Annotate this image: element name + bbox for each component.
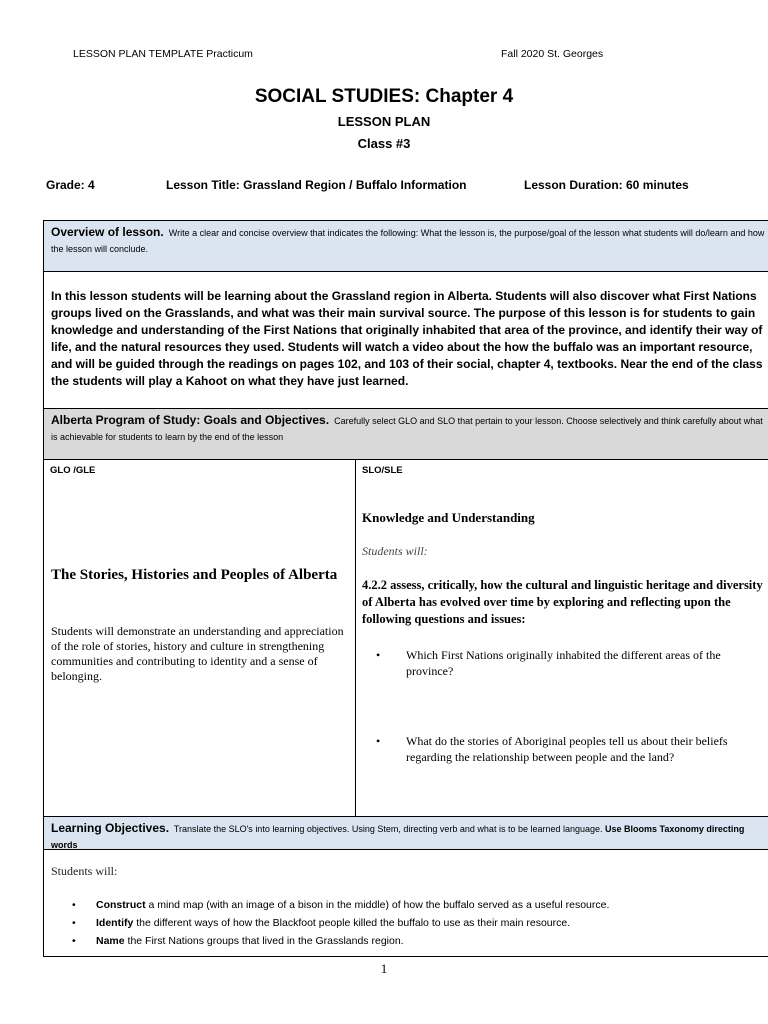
learning-objectives-body (43, 849, 768, 957)
class-number: Class #3 (357, 136, 411, 151)
bullet-icon: • (72, 935, 76, 947)
slo-question: • What do the stories of Aboriginal peoples tell us about their beliefs regarding the relationship between people and the land? (376, 734, 728, 764)
list-item: • Construct a mind map (with an image of a bison in the middle) of how the buffalo served as a useful resource. (72, 896, 762, 914)
bullet-icon: • (72, 899, 76, 911)
overview-header (43, 220, 768, 272)
slo-question: • Which First Nations originally inhabited the different areas of the province? (376, 648, 721, 678)
overview-instruction: Write a clear and concise overview that indicates the following: What the lesson is, the purpose/goal of the lesson what students will do/learn and how the lesson will conclude. (51, 228, 765, 254)
header-left: LESSON PLAN TEMPLATE Practicum (73, 48, 253, 60)
program-instruction: Carefully select GLO and SLO that pertain to your lesson. Choose selectively and think carefully about what is achievable for students to learn by the end of the lesson (51, 416, 763, 442)
slo-column (356, 460, 768, 816)
overview-label: Overview of lesson. (51, 225, 164, 239)
slo-objective: 4.2.2 assess, critically, how the cultural and linguistic heritage and diversity of Alberta has evolved over time by exploring and reflecting upon the following questions and issues: (362, 578, 763, 626)
list-item: • Identify the different ways of how the Blackfoot people killed the buffalo to use as their main resource. (72, 914, 762, 932)
learning-objectives-instruction-bold: Use Blooms Taxonomy directing words (51, 824, 745, 850)
glo-heading: GLO /GLE (50, 465, 96, 476)
learning-objectives-instruction: Translate the SLO's into learning objectives. Using Stem, directing verb and what is to be learned language. (173, 824, 603, 834)
overview-text: In this lesson students will be learning about the Grassland region in Alberta. Students will also discover what First Nations groups lived on the Grasslands, and what was their main survival source. The purpose of this lesson is for students to gain knowledge and understanding of the First Nations that originally inhabited that area of the province, and identify their way of life, and the natural resources they used. Students will watch a video about the how the buffalo was an important resource, and will be guided through the readings on pages 102, and 103 of their social, chapter 4, textbooks. Near the end of the class the students will play a Kahoot on what they have just learned. (51, 289, 763, 388)
grade: Grade: 4 (46, 178, 95, 192)
program-label: Alberta Program of Study: Goals and Objectives. (51, 413, 330, 427)
learning-objectives-header (43, 816, 768, 850)
slo-heading: SLO/SLE (362, 465, 403, 476)
document-subtitle: LESSON PLAN (337, 114, 431, 129)
glo-title: The Stories, Histories and Peoples of Alberta (51, 567, 338, 583)
list-item: • Name the First Nations groups that lived in the Grasslands region. (72, 932, 762, 950)
lesson-duration: Lesson Duration: 60 minutes (524, 178, 689, 192)
glo-column (44, 460, 356, 816)
document-title: SOCIAL STUDIES: Chapter 4 (254, 86, 514, 107)
lesson-title: Lesson Title: Grassland Region / Buffalo Information (166, 178, 467, 192)
program-header (43, 408, 768, 460)
bullet-icon: • (376, 648, 381, 662)
learning-objectives-list (72, 896, 762, 950)
bullet-icon: • (376, 734, 381, 748)
slo-students-will: Students will: (362, 544, 428, 558)
slo-subheading: Knowledge and Understanding (362, 510, 535, 525)
glo-slo-table (43, 459, 768, 817)
page-number: 1 (380, 961, 388, 976)
header-right: Fall 2020 St. Georges (501, 48, 604, 60)
bullet-icon: • (72, 917, 76, 929)
learning-students-will: Students will: (51, 864, 118, 878)
glo-text: Students will demonstrate an understanding and appreciation of the role of stories, history and culture in strengthening communities and contributing to identity and a sense of belonging. (51, 624, 344, 683)
learning-objectives-label: Learning Objectives. (51, 821, 170, 835)
overview-body (43, 271, 768, 409)
